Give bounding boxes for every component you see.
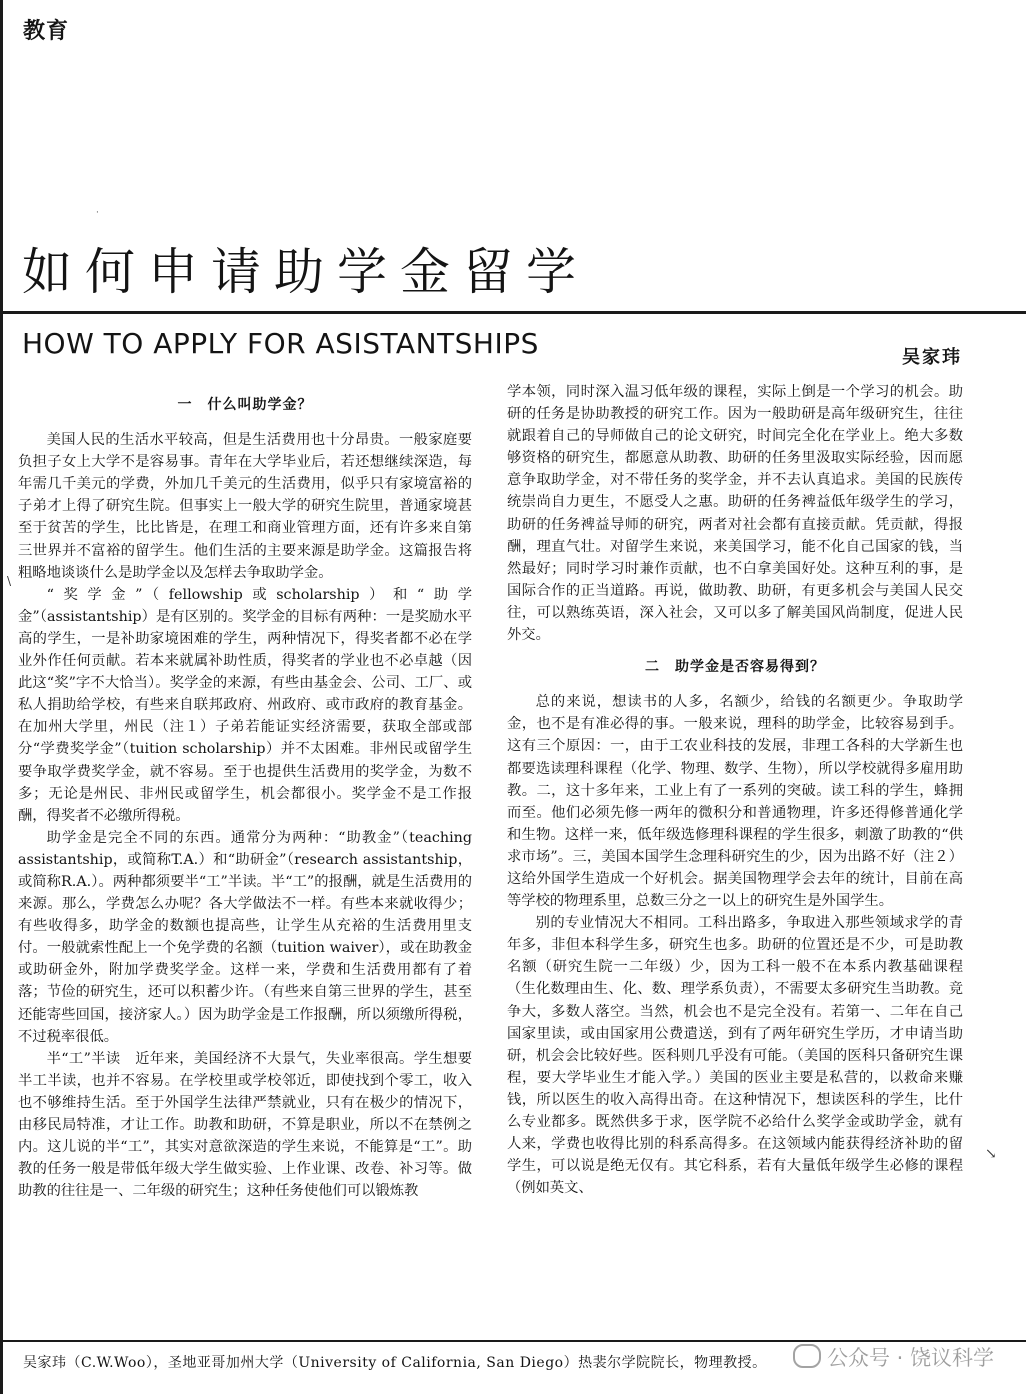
wechat-icon [793,1344,821,1368]
scan-speck: · [96,208,99,218]
right-column [507,381,963,1199]
section-heading: 一 什么叫助学金？ [177,397,313,413]
watermark-text: 公众号 · 饶议科学 [826,1346,994,1370]
title-divider [3,311,1026,314]
author-name: 吴家玮 [902,347,962,368]
article-title-chinese: 如何申请助学金留学 [22,243,589,301]
section-tag: 教育 [23,19,70,44]
left-column [18,381,472,1202]
paragraph: 半“工”半读 近年来，美国经济不大景气，失业率很高。学生想要半工半读，也并不容易。在学校里或学校邻近，即使找到个零工，收入也不够维持生活。至于外国学生法律严禁就业，只有在极少的情况下，由移民局特准，才让工作。助教和助研，不算是职业，所以不在禁例之内。这儿说的半“工”，其实对意欲深造的学生来说，不能算是“工”。助教的任务一般是带低年级大学生做实验、上作业课、改卷、补习等。做助教的往往是一、二年级的研究生；这种任务使他们可以锻炼教 [18,1050,472,1200]
paragraph: 总的来说，想读书的人多，名额少，给钱的名额更少。争取助学金，也不是有准必得的事。一般来说，理科的助学金，比较容易到手。这有三个原因：一，由于工农业科技的发展，非理工各科的大学新生也都要选读理科课程（化学、物理、数学、生物），所以学校就得多雇用助教。二，这十多年来，工业上有了一系列的突破。读工科的学生，蜂拥而至。他们必须先修一两年的微积分和普通物理，许多还得修普通化学和生物。这样一来，低年级选修理科课程的学生很多，刺激了助教的“供求市场”。三，美国本国学生念理科研究生的少，因为出路不好（注２）这给外国学生造成一个好机会。据美国物理学会去年的统计，目前在高等学校的物理系里，总数三分之一以上的研究生是外国学生。 [507,694,963,910]
author-footnote: 吴家玮（C.W.Woo），圣地亚哥加州大学（University of California, San Diego）热裴尔学院院长，物理教授。 [23,1355,767,1371]
paragraph: 助学金是完全不同的东西。通常分为两种：“助教金”（teaching assistantship，或简称T.A.）和“助研金”（research assistantship，或简称R.A.）。两种都须要半“工”半读。半“工”的报酬，就是生活费用的来源。那么，学费怎么办呢？各大学做法不一样。有些本来就收得少；有些收得多，助学金的数额也提高些，让学生从充裕的生活费用里支付。一般就索性配上一个免学费的名额（tuition waiver），或在助教金或助研金外，附加学费奖学金。这样一来，学费和生活费用都有了着落；节俭的研究生，还可以积蓄少许。（有些来自第三世界的学生，甚至还能寄些回国，接济家人。）因为助学金是工作报酬，所以须缴所得税，不过税率很低。 [18,829,472,1045]
wechat-watermark [793,1342,994,1372]
scan-mark: ↘ [985,1146,997,1162]
paragraph: 别的专业情况大不相同。工科出路多，争取进入那些领域求学的青年多，非但本科学生多，研究生也多。助研的位置还是不少，可是助教名额（研究生院一二年级）少，因为工科一般不在本系内教基础课程（生化数理由生、化、数、理学系负责），不需要太多研究生当助教。竞争大，多数人落空。当然，机会也不是完全没有。若第一、二年在自己国家里读，或由国家用公费遣送，到有了两年研究生学历，才申请当助研，机会会比较好些。医科则几乎没有可能。（美国的医科只备研究生课程，要大学毕业生才能入学。）美国的医业主要是私营的，以救命来赚钱，所以医生的收入高得出奇。在这种情况下，想读医科的学生，比什么专业都多。既然供多于求，医学院不必给什么奖学金或助学金，就有人来，学费也收得比别的科系高得多。在这领域内能获得经济补助的留学生，可以说是绝无仅有。其它科系，若有大量低年级学生必修的课程（例如英文、 [507,915,963,1197]
section-heading: 二 助学金是否容易得到？ [645,659,825,676]
article-title-english: HOW TO APPLY FOR ASISTANTSHIPS [22,327,539,360]
paragraph: 学本领，同时深入温习低年级的课程，实际上倒是一个学习的机会。助研的任务是协助教授的研究工作。因为一般助研是高年级研究生，往往就跟着自己的导师做自己的论文研究，时间完全化在学业上。绝大多数够资格的研究生，都愿意从助教、助研的任务里汲取实际经验，因而愿意争取助学金，对不带任务的奖学金，并不去认真追求。美国的民族传统崇尚自力更生，不愿受人之惠。助研的任务裨益低年级学生的学习，助研的任务裨益导师的研究，两者对社会都有直接贡献。凭贡献，得报酬，理直气壮。对留学生来说，来美国学习，能不化自己国家的钱，当然最好；同时学习时兼作贡献，也不白拿美国好处。这种互利的事，是国际合作的正当道路。再说，做助教、助研，有更多机会与美国人民交往，可以熟练英语，深入社会，又可以多了解美国风尚制度，促进人民外交。 [507,384,963,644]
paragraph: 美国人民的生活水平较高，但是生活费用也十分昂贵。一般家庭要负担子女上大学不是容易事。青年在大学毕业后，若还想继续深造，每年需几千美元的学费，外加几千美元的生活费用，似乎只有家境富裕的子弟才上得了研究生院。但事实上一般大学的研究生院里，普通家境甚至于贫苦的学生，比比皆是，在理工和商业管理方面，还有许多来自第三世界并不富裕的留学生。他们生活的主要来源是助学金。这篇报告将粗略地谈谈什么是助学金以及怎样去争取助学金。 [18,432,472,581]
scan-mark: \ [7,574,12,588]
left-edge-line [0,0,3,1394]
paragraph: “奖学金”（fellowship或scholarship）和“助学金”（assistantship）是有区别的。奖学金的目标有两种：一是奖励水平高的学生，一是补助家境困难的学生，两种情况下，得奖者都不必在学业外作任何贡献。若本来就属补助性质，得奖者的学业也不必卓越（因此这“奖”字不大恰当）。奖学金的来源，有些由基金会、公司、工厂、或私人捐助给学校，有些来自联邦政府、州政府、或市政府的教育基金。在加州大学里，州民（注１）子弟若能证实经济需要，获取全部或部分“学费奖学金”（tuition scholarship）并不太困难。非州民或留学生要争取学费奖学金，就不容易。至于也提供生活费用的奖学金，为数不多；无论是州民、非州民或留学生，机会都很小。奖学金不是工作报酬，得奖者不必缴所得税。 [18,586,472,824]
